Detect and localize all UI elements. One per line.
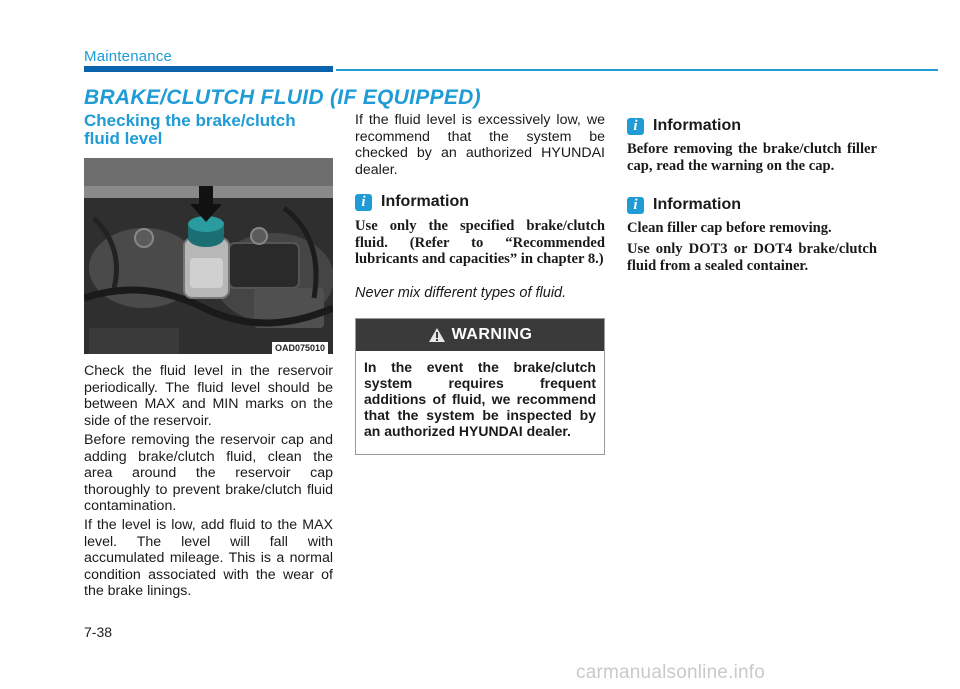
middle-info-heading (355, 193, 605, 211)
section-subtitle: Checking the brake/clutch fluid level (84, 111, 296, 148)
info-title: Information (653, 117, 741, 134)
header-rule-light (336, 69, 938, 71)
left-paragraph-3: If the level is low, add fluid to the MAX level. The level will fall with accumulated mileage. This is a normal condition associated with the wear of the brake linings. (84, 517, 333, 599)
left-paragraph-2: Before removing the reservoir cap and adding brake/clutch fluid, clean the area around the reservoir cap thoroughly to prevent brake/clutch fluid contamination. (84, 432, 333, 514)
engine-bay-illustration (84, 158, 333, 354)
right-info1-text: Before removing the brake/clutch filler cap, read the warning on the cap. (627, 141, 877, 174)
left-paragraph-1: Check the fluid level in the reservoir periodically. The fluid level should be between MAX and MIN marks on the side of the reservoir. (84, 363, 333, 429)
right-info1-heading (627, 117, 877, 135)
info-icon: i (627, 118, 644, 135)
page-number: 7-38 (84, 624, 113, 640)
warning-box (355, 318, 605, 455)
info-title: Information (381, 193, 469, 210)
right-info2-line1: Clean filler cap before removing. (627, 220, 832, 236)
middle-note: Never mix different types of fluid. (355, 285, 567, 301)
warning-triangle-icon (428, 327, 446, 343)
info-icon: i (627, 197, 644, 214)
warning-text: In the event the brake/clutch system requires frequent additions of fluid, we recommend that the system be inspected by an authorized HYUNDAI dealer. (364, 359, 596, 439)
engine-bay-image (84, 158, 333, 354)
warning-title: WARNING (451, 326, 533, 343)
image-caption: OAD075010 (272, 342, 328, 354)
right-info2-heading (627, 196, 877, 214)
header-rule-dark (84, 66, 333, 72)
info-icon: i (355, 194, 372, 211)
warning-header (356, 319, 604, 351)
right-info2-line2: Use only DOT3 or DOT4 brake/clutch fluid from a sealed container. (627, 241, 877, 274)
section-label: Maintenance (84, 48, 173, 65)
info-title: Information (653, 196, 741, 213)
middle-paragraph: If the fluid level is excessively low, we recommend that the system be checked by an authorized HYUNDAI dealer. (355, 112, 605, 178)
middle-info-text: Use only the specified brake/clutch fluid. (Refer to “Recommended lubricants and capacities” in chapter 8.) (355, 218, 605, 267)
page-title: BRAKE/CLUTCH FLUID (IF EQUIPPED) (84, 86, 481, 109)
watermark: carmanualsonline.info (576, 662, 766, 683)
